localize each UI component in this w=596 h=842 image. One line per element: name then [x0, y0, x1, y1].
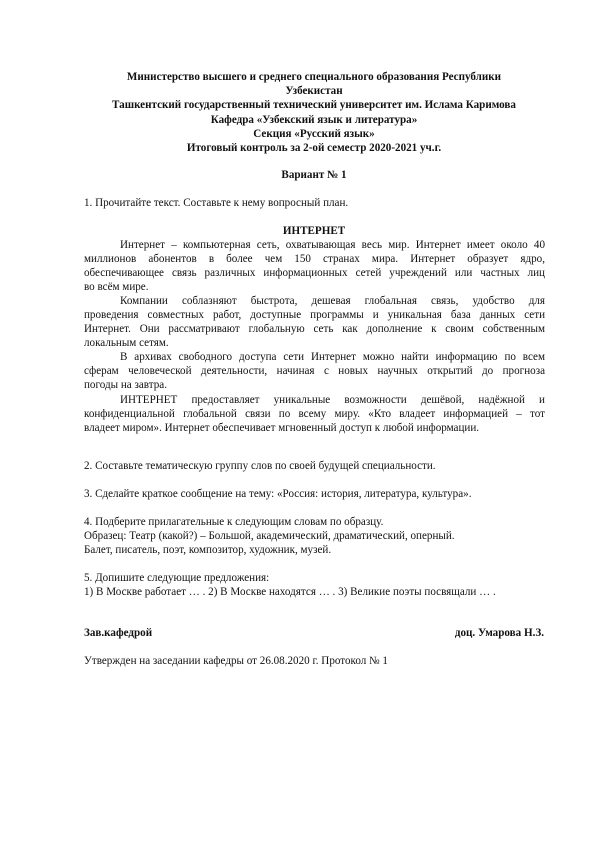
text-line: миллионов абонентов в более чем 150 странах мира. Интернет образует ядро,: [84, 253, 545, 266]
text-line: ИНТЕРНЕТ предоставляет уникальные возможности дешёвой, надёжной и: [120, 393, 545, 406]
exam-title: Итоговый контроль за 2-ой семестр 2020-2021 уч.г.: [186, 142, 442, 155]
variant-title: Вариант № 1: [281, 169, 347, 181]
task-5-sentences: 1) В Москве работает … . 2) В Москве находятся … . 3) Великие поэты посвящали … .: [84, 586, 496, 598]
task-5-prompt: 5. Допишите следующие предложения:: [84, 572, 270, 584]
signatory-name: доц. Умарова Н.З.: [454, 627, 544, 639]
approval-note: Утвержден на заседании кафедры от 26.08.2020 г. Протокол № 1: [84, 655, 388, 667]
head-of-department-label: Зав.кафедрой: [84, 627, 153, 639]
task-3: 3. Сделайте краткое сообщение на тему: «Россия: история, литература, культура».: [84, 488, 472, 500]
paragraph: [84, 393, 545, 435]
text-line: владеет миром». Интернет обеспечивает мгновенный доступ к любой информации.: [84, 421, 480, 434]
text-line: Компании соблазняют быстрота, дешевая глобальная связь, удобство для: [120, 295, 545, 308]
text-line: Интернет. Они рассматривают глобальную сеть как дополнение к своим собственным: [84, 323, 545, 336]
document-header: [84, 70, 544, 155]
reading-text-body: [84, 238, 545, 435]
ministry-line: Министерство высшего и среднего специального образования Республики: [126, 71, 502, 83]
paragraph: [84, 238, 545, 294]
task-4-words: Балет, писатель, поэт, композитор, художник, музей.: [84, 544, 332, 556]
text-line: Интернет – компьютерная сеть, охватывающая весь мир. Интернет имеет около 40: [120, 239, 545, 251]
paragraph: [84, 350, 545, 392]
task-4-example: Образец: Театр (какой?) – Большой, академический, драматический, оперный.: [84, 530, 455, 542]
reading-text-title: ИНТЕРНЕТ: [282, 225, 346, 237]
task-1: 1. Прочитайте текст. Составьте к нему вопросный план.: [84, 197, 349, 209]
text-line: В архивах свободного доступа сети Интернет можно найти информацию по всем: [120, 351, 545, 364]
text-line: во всём мире.: [84, 281, 149, 294]
text-line: обеспечивающее связь различных информационных сетей учреждений или частных лиц: [84, 267, 545, 280]
department-line: Кафедра «Узбекский язык и литература»: [210, 113, 418, 126]
task-4-prompt: 4. Подберите прилагательные к следующим словам по образцу.: [84, 516, 384, 528]
task-2: 2. Составьте тематическую группу слов по своей будущей специальности.: [84, 460, 436, 472]
section-line: Секция «Русский язык»: [253, 127, 375, 140]
text-line: погоды на завтра.: [84, 379, 167, 392]
text-line: локальным сетям.: [84, 337, 169, 350]
text-line: сферам человеческой деятельности, начиная с новых научных открытий до прогноза: [84, 365, 545, 378]
text-line: проведения совместных работ, доступные программы и уникальная база данных сети: [84, 309, 545, 322]
university-line: Ташкентский государственный технический университет им. Ислама Каримова: [112, 99, 516, 112]
country-line: Узбекистан: [285, 85, 343, 98]
paragraph: [84, 294, 545, 350]
text-line: конфиденциальной глобальной связи по всему миру. «Кто владеет информацией – тот: [84, 407, 545, 420]
